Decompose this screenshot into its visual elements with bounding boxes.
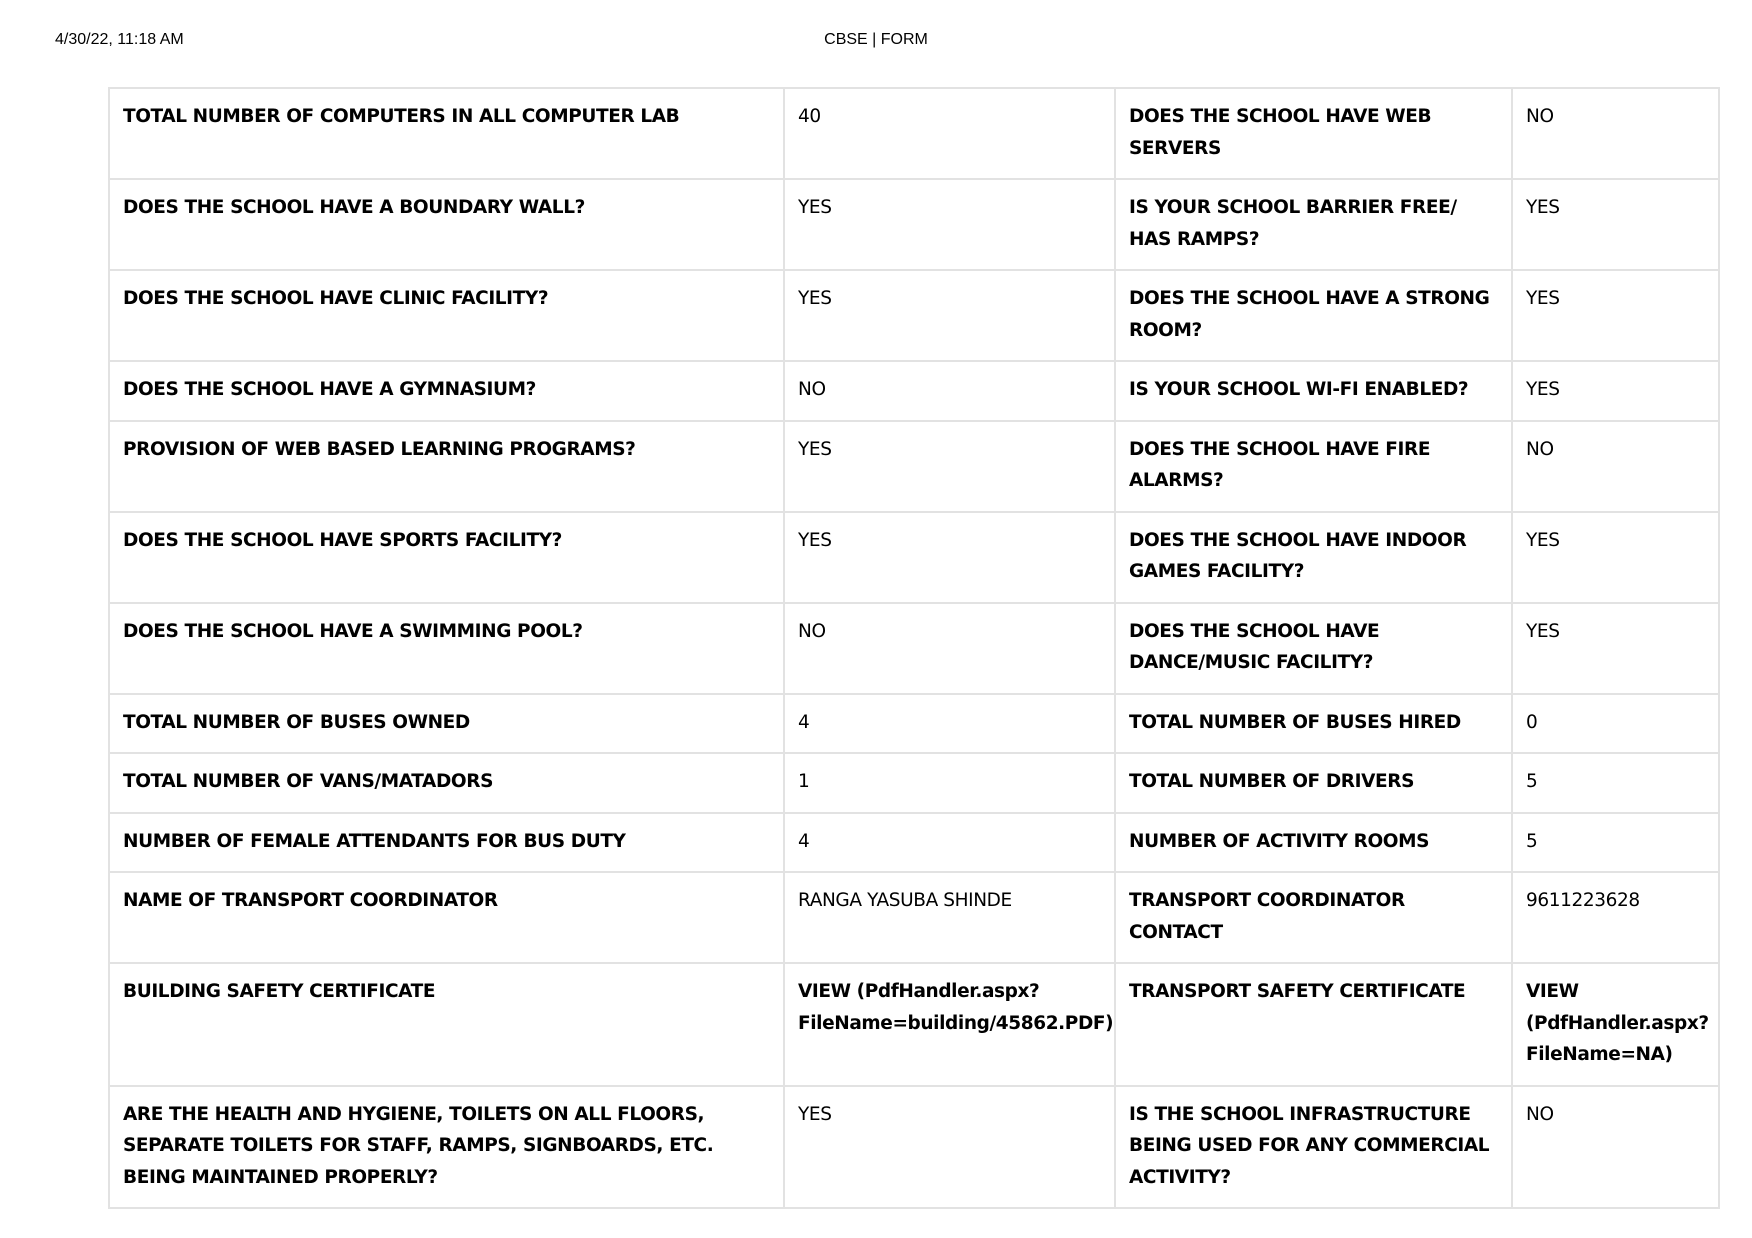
- question-label: TRANSPORT SAFETY CERTIFICATE: [1115, 963, 1512, 1086]
- question-label: IS THE SCHOOL INFRASTRUCTURE BEING USED FOR ANY COMMERCIAL ACTIVITY?: [1115, 1086, 1512, 1209]
- table-row: [109, 361, 1719, 421]
- question-label: DOES THE SCHOOL HAVE SPORTS FACILITY?: [109, 512, 784, 603]
- table-row: [109, 963, 1719, 1086]
- answer-value: YES: [1512, 603, 1719, 694]
- question-label: PROVISION OF WEB BASED LEARNING PROGRAMS?: [109, 421, 784, 512]
- question-label: DOES THE SCHOOL HAVE INDOOR GAMES FACILITY?: [1115, 512, 1512, 603]
- question-label: TOTAL NUMBER OF DRIVERS: [1115, 753, 1512, 813]
- question-label: DOES THE SCHOOL HAVE A GYMNASIUM?: [109, 361, 784, 421]
- answer-value: YES: [784, 179, 1115, 270]
- answer-value: 4: [784, 813, 1115, 873]
- question-label: DOES THE SCHOOL HAVE A STRONG ROOM?: [1115, 270, 1512, 361]
- answer-value: YES: [784, 512, 1115, 603]
- answer-value: NO: [1512, 421, 1719, 512]
- print-datetime: 4/30/22, 11:18 AM: [55, 31, 184, 48]
- table-row: [109, 421, 1719, 512]
- table-row: [109, 88, 1719, 179]
- question-label: IS YOUR SCHOOL BARRIER FREE/ HAS RAMPS?: [1115, 179, 1512, 270]
- answer-value: RANGA YASUBA SHINDE: [784, 872, 1115, 963]
- answer-value: 1: [784, 753, 1115, 813]
- question-label: NUMBER OF ACTIVITY ROOMS: [1115, 813, 1512, 873]
- question-label: BUILDING SAFETY CERTIFICATE: [109, 963, 784, 1086]
- question-label: IS YOUR SCHOOL WI-FI ENABLED?: [1115, 361, 1512, 421]
- question-label: NUMBER OF FEMALE ATTENDANTS FOR BUS DUTY: [109, 813, 784, 873]
- answer-value: NO: [784, 361, 1115, 421]
- table-row: [109, 872, 1719, 963]
- school-info-table: [108, 87, 1720, 1209]
- table-row: [109, 813, 1719, 873]
- question-label: TRANSPORT COORDINATOR CONTACT: [1115, 872, 1512, 963]
- table-row: [109, 753, 1719, 813]
- answer-value: 5: [1512, 813, 1719, 873]
- answer-value: NO: [1512, 88, 1719, 179]
- question-label: TOTAL NUMBER OF BUSES OWNED: [109, 694, 784, 754]
- question-label: NAME OF TRANSPORT COORDINATOR: [109, 872, 784, 963]
- answer-value: YES: [1512, 179, 1719, 270]
- answer-value: 5: [1512, 753, 1719, 813]
- question-label: ARE THE HEALTH AND HYGIENE, TOILETS ON ALL FLOORS, SEPARATE TOILETS FOR STAFF, RAMPS, SIGNBOARDS, ETC. BEING MAINTAINED PROPERLY?: [109, 1086, 784, 1209]
- answer-value: NO: [1512, 1086, 1719, 1209]
- answer-value: YES: [784, 270, 1115, 361]
- table-row: [109, 270, 1719, 361]
- table-row: [109, 1086, 1719, 1209]
- question-label: DOES THE SCHOOL HAVE CLINIC FACILITY?: [109, 270, 784, 361]
- table-row: [109, 694, 1719, 754]
- answer-value: NO: [784, 603, 1115, 694]
- question-label: DOES THE SCHOOL HAVE DANCE/MUSIC FACILITY?: [1115, 603, 1512, 694]
- table-row: [109, 603, 1719, 694]
- answer-value: YES: [1512, 512, 1719, 603]
- page-title: CBSE | FORM: [824, 31, 928, 48]
- answer-value: YES: [1512, 270, 1719, 361]
- table-row: [109, 512, 1719, 603]
- question-label: DOES THE SCHOOL HAVE A BOUNDARY WALL?: [109, 179, 784, 270]
- table-row: [109, 179, 1719, 270]
- answer-value: YES: [1512, 361, 1719, 421]
- answer-value: YES: [784, 421, 1115, 512]
- answer-value: 9611223628: [1512, 872, 1719, 963]
- question-label: TOTAL NUMBER OF BUSES HIRED: [1115, 694, 1512, 754]
- answer-value: YES: [784, 1086, 1115, 1209]
- question-label: TOTAL NUMBER OF COMPUTERS IN ALL COMPUTER LAB: [109, 88, 784, 179]
- transport-certificate-view-link[interactable]: VIEW (PdfHandler.aspx?FileName=NA): [1512, 963, 1719, 1086]
- answer-value: 4: [784, 694, 1115, 754]
- question-label: DOES THE SCHOOL HAVE WEB SERVERS: [1115, 88, 1512, 179]
- question-label: TOTAL NUMBER OF VANS/MATADORS: [109, 753, 784, 813]
- answer-value: 0: [1512, 694, 1719, 754]
- question-label: DOES THE SCHOOL HAVE FIRE ALARMS?: [1115, 421, 1512, 512]
- question-label: DOES THE SCHOOL HAVE A SWIMMING POOL?: [109, 603, 784, 694]
- building-certificate-view-link[interactable]: VIEW (PdfHandler.aspx?FileName=building/45862.PDF): [784, 963, 1115, 1086]
- answer-value: 40: [784, 88, 1115, 179]
